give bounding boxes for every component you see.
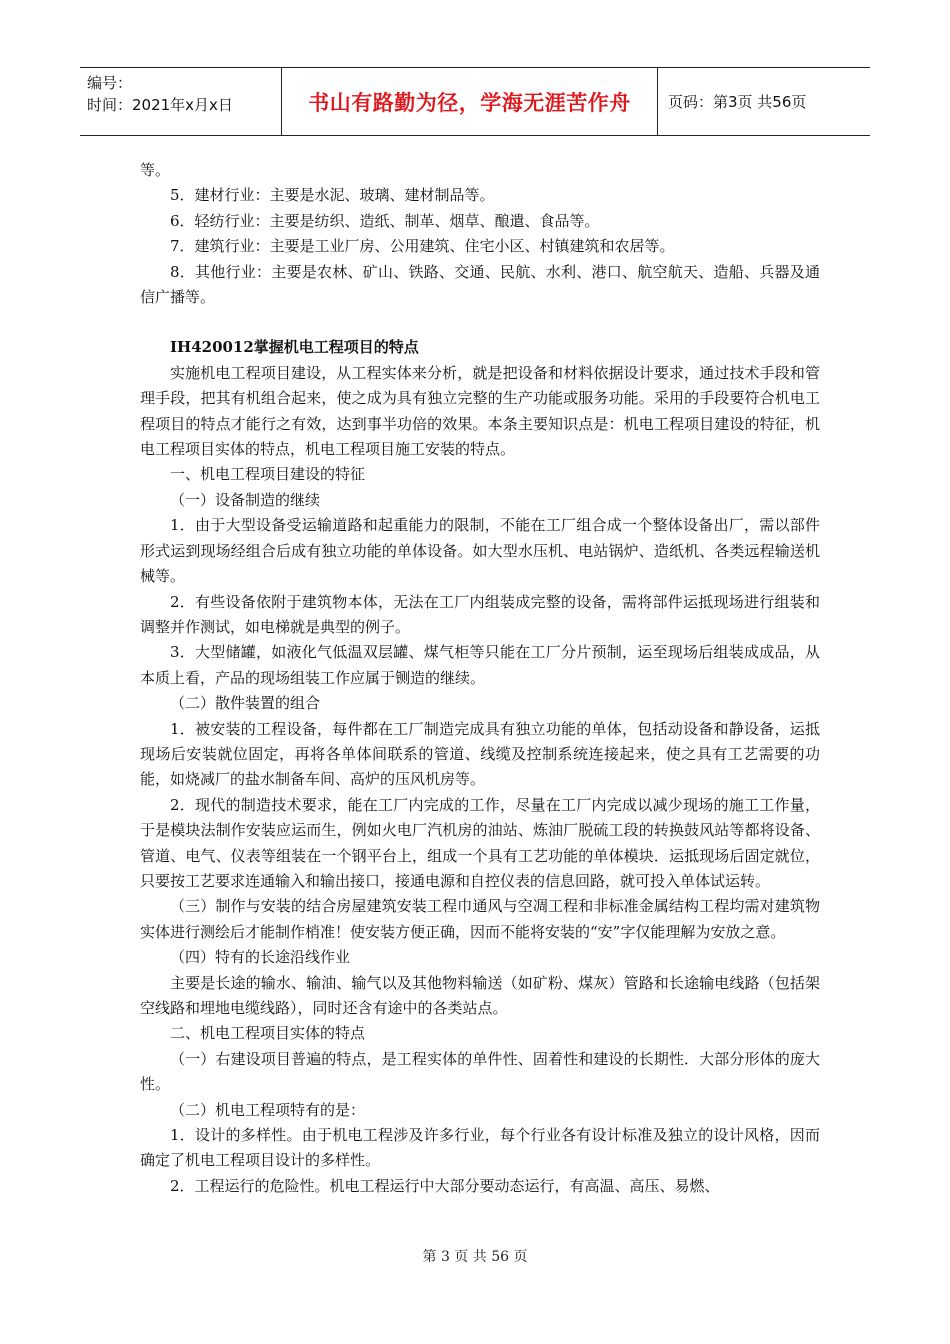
subsection-heading: 一、机电工程项目建设的特征: [170, 465, 366, 484]
header-table: [80, 67, 870, 136]
paragraph: 2．有些设备依附于建筑物本体，无法在工厂内组装成完整的设备，需将部件运抵现场进行组装和调整并作测试，如电梯就是典型的例子。: [140, 592, 820, 636]
page-footer: 第 3 页 共 56 页: [422, 1249, 528, 1265]
document-number-label: 编号：: [87, 74, 133, 92]
document-time-label: 时间：2021年x月x日: [87, 96, 233, 114]
paragraph: 1．被安装的工程设备，每件都在工厂制造完成具有独立功能的单体，包括动设备和静设备，运抵现场后安装就位固定，再将各单体间联系的管道、线缆及控制系统连接起来，使之具有工艺需要的功能，如烧减厂的盐水制备车间、高炉的压风机房等。: [140, 719, 820, 789]
document-body: [140, 158, 820, 1199]
paragraph: 5．建材行业：主要是水泥、玻璃、建材制品等。: [170, 186, 495, 205]
paragraph: 3．大型储罐，如液化气低温双层罐、煤气柜等只能在工厂分片预制，运至现场后组装成成品，从本质上看，产品的现场组装工作应属于铡造的继续。: [140, 643, 820, 687]
paragraph: 7．建筑行业：主要是工业厂房、公用建筑、住宅小区、村镇建筑和农居等。: [170, 237, 675, 256]
paragraph: 等。: [140, 161, 171, 179]
section-heading: IH420012掌握机电工程项目的特点: [170, 338, 419, 357]
subsection-heading: （四）特有的长途沿线作业: [170, 948, 351, 967]
paragraph: 1．由于大型设备受运输道路和起重能力的限制，不能在工厂组合成一个整体设备出厂，需以部件形式运到现场经组合后成有独立功能的单体设备。如大型水压机、电站锅炉、造纸机、各类远程输送机械等。: [140, 516, 820, 586]
paragraph: 6．轻纺行业：主要是纺织、造纸、制革、烟草、酿遣、食品等。: [170, 211, 600, 230]
paragraph: 实施机电工程项目建设，从工程实体来分析，就是把设备和材料依据设计要求，通过技术手段和管理手段，把其有机组合起来，使之成为具有独立完整的生产功能或服务功能。采用的手段要符合机电工程项目的特点才能行之有效，达到事半功倍的效果。本条主要知识点是：机电工程项目建设的特征，机电工程项目实体的特点，机电工程项目施工安装的特点。: [140, 363, 820, 459]
paragraph: 2．工程运行的危险性。机电工程运行中大部分要动态运行，有高温、高压、易燃、: [170, 1176, 720, 1195]
paragraph: 8．其他行业：主要是农林、矿山、铁路、交通、民航、水利、港口、航空航天、造船、兵器及通信广播等。: [140, 262, 820, 307]
paragraph: （一）右建设项目普遍的特点，是工程实体的单件性、固着性和建设的长期性．大部分形体的庞大性。: [140, 1049, 820, 1094]
paragraph: 1．设计的多样性。由于机电工程涉及许多行业，每个行业各有设计标准及独立的设计风格，因而确定了机电工程项目设计的多样性。: [140, 1126, 820, 1170]
paragraph-spacer: [140, 310, 820, 335]
paragraph: 2．现代的制造技术要求，能在工厂内完成的工作，尽量在工厂内完成以减少现场的施工工作量，于是模块法制作安装应运而生，例如火电厂汽机房的油站、炼油厂脱硫工段的转换鼓风站等都将设备、管道、电气、仪表等组装在一个钢平台上，组成一个具有工艺功能的单体模块．运抵现场后固定就位，只要按工艺要求连通输入和输出接口，接通电源和自控仪表的信息回路，就可投入单体试运转。: [140, 795, 820, 890]
subsection-heading: （二）机电工程项特有的是：: [170, 1100, 366, 1119]
subsection-heading: 二、机电工程项目实体的特点: [170, 1024, 366, 1043]
header-motto: 书山有路勤为径，学海无涯苦作舟: [282, 68, 658, 135]
paragraph: （三）制作与安装的结合房屋建筑安装工程巾通风与空凋工程和非标准金属结构工程均需对建筑物实体进行测绘后才能制作梢准！使安装方便正确，因而不能将安装的“安”字仅能理解为安放之意。: [140, 897, 820, 941]
subsection-heading: （二）散件装置的组合: [170, 694, 321, 713]
header-page-info: 页码：第3页 共56页: [668, 93, 807, 111]
paragraph: 主要是长途的输水、输油、输气以及其他物料输送（如矿粉、煤灰）管路和长途输电线路（包括架空线路和埋地电缆线路），同时还含有途中的各类站点。: [140, 973, 820, 1017]
header-meta-cell: [80, 68, 282, 135]
subsection-heading: （一）设备制造的继续: [170, 490, 321, 509]
